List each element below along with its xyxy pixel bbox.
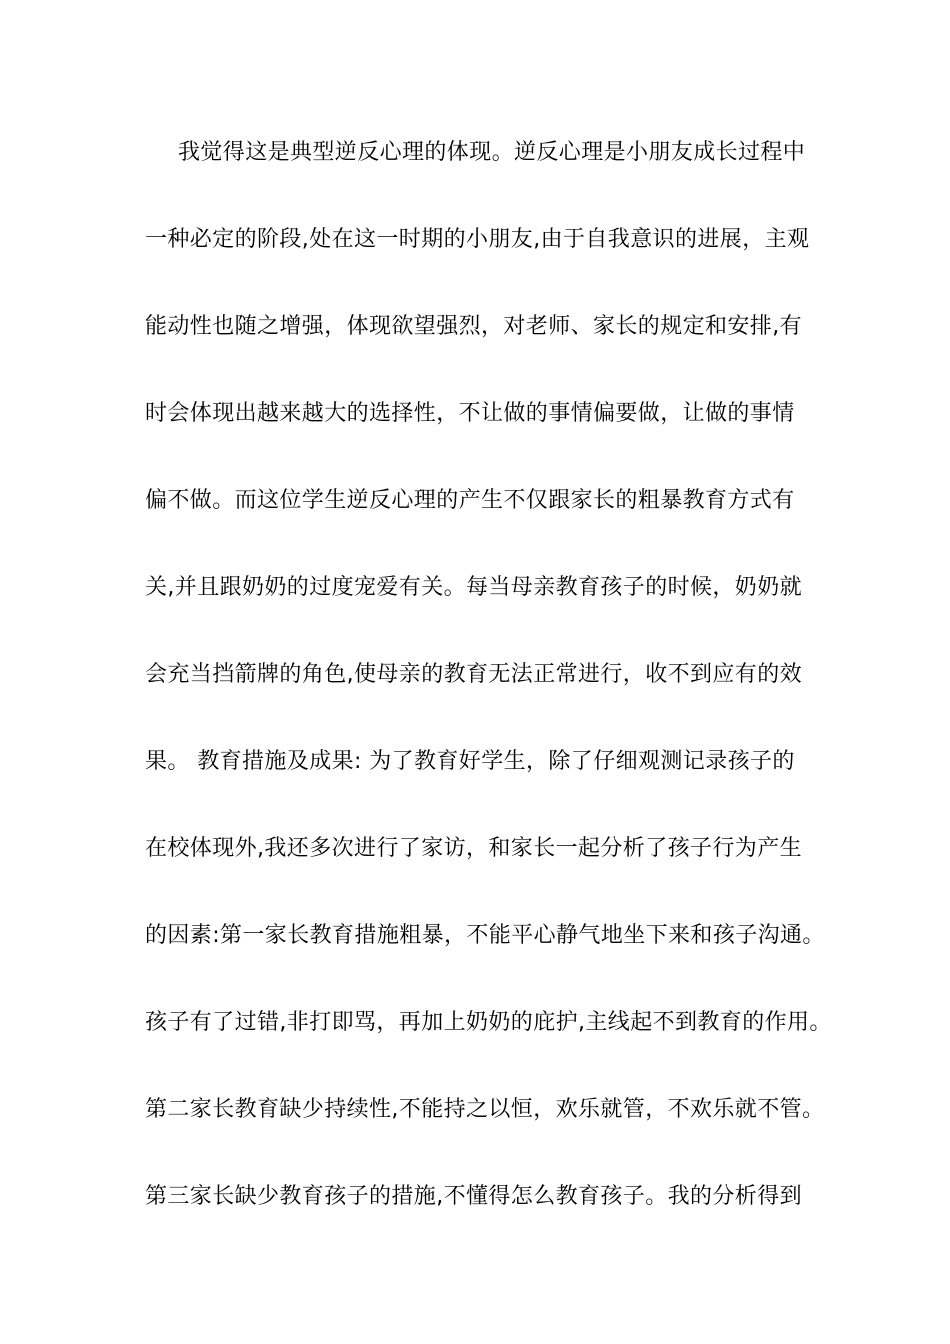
- paragraph-line-6: 关,并且跟奶奶的过度宠爱有关。每当母亲教育孩子的时候，奶奶就: [145, 575, 802, 600]
- paragraph-line-9: 在校体现外,我还多次进行了家访，和家长一起分析了孩子行为产生: [145, 836, 802, 861]
- paragraph-line-7: 会充当挡箭牌的角色,使母亲的教育无法正常进行，收不到应有的效: [145, 662, 802, 687]
- paragraph-line-5: 偏不做。而这位学生逆反心理的产生不仅跟家长的粗暴教育方式有: [145, 488, 795, 513]
- paragraph-line-2: 一种必定的阶段,处在这一时期的小朋友,由于自我意识的进展，主观: [145, 227, 810, 252]
- paragraph-line-13: 第三家长缺少教育孩子的措施,不懂得怎么教育孩子。我的分析得到: [145, 1184, 802, 1209]
- paragraph-line-11: 孩子有了过错,非打即骂，再加上奶奶的庇护,主线起不到教育的作用。: [145, 1010, 832, 1035]
- paragraph-line-8: 果。 教育措施及成果: 为了教育好学生，除了仔细观测记录孩子的: [145, 749, 795, 774]
- paragraph-line-1: 我觉得这是典型逆反心理的体现。逆反心理是小朋友成长过程中: [178, 140, 806, 165]
- paragraph-line-12: 第二家长教育缺少持续性,不能持之以恒，欢乐就管，不欢乐就不管。: [145, 1097, 825, 1122]
- paragraph-line-4: 时会体现出越来越大的选择性，不让做的事情偏要做，让做的事情: [145, 401, 795, 426]
- paragraph-line-10: 的因素:第一家长教育措施粗暴，不能平心静气地坐下来和孩子沟通。: [145, 923, 825, 948]
- paragraph-line-3: 能动性也随之增强，体现欲望强烈，对老师、家长的规定和安排,有: [145, 314, 802, 339]
